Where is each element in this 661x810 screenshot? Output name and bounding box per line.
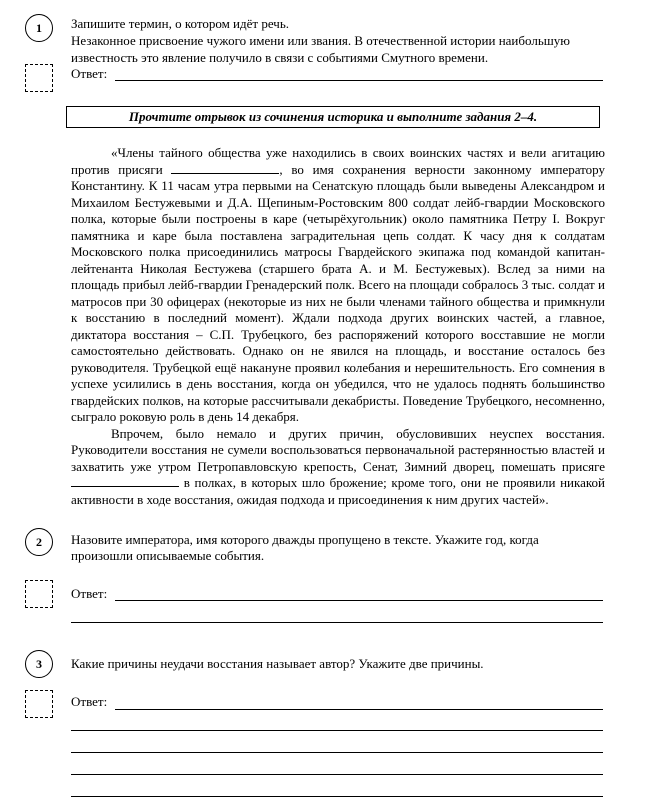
question-1-text-line2: Незаконное присвоение чужого имени или звания. В отечественной истории наибольшую [71,33,570,48]
question-1-number-text: 1 [36,20,42,35]
question-1-text-line1: Запишите термин, о котором идёт речь. [71,16,289,31]
passage-paragraph-1 [71,145,605,426]
question-1-number [25,14,53,42]
question-2-number [25,528,53,556]
question-3-text-line1: Какие причины неудачи восстания называет автор? Укажите две причины. [71,656,484,671]
question-3-answer-line-4[interactable] [71,774,603,775]
question-3-number [25,650,53,678]
passage-paragraph-1-start: «Члены тайного общества уже находились в своих воинских частях и вели агитацию против присяги [71,145,605,177]
passage-blank-2 [71,475,179,487]
passage-paragraph-2-end: в полках, в которых шло брожение; кроме того, они не проявили никакой активности в ходе восстания, ожидая подхода и присоединения к ним других частей». [71,475,606,507]
question-3-answer-line-2[interactable] [71,730,603,731]
question-1-answer-label: Ответ: [71,66,108,81]
passage-instruction-text: Прочтите отрывок из сочинения историка и выполните задания 2–4. [128,108,538,124]
question-1-text-line3: известность это явление получило в связи с событиями Смутного времени. [71,50,489,65]
question-1-answer-line[interactable] [115,80,603,81]
question-2-text-line2: произошли описываемые события. [71,548,265,563]
question-3-answer-line-5[interactable] [71,796,603,797]
question-3-answer-label: Ответ: [71,694,108,709]
question-2-number-text: 2 [36,534,42,549]
passage-paragraph-2-start: Впрочем, было немало и других причин, обусловивших неуспех восстания. Руководители восстания не сумели воспользоваться первоначальной растерянностью властей и захватить уже утром Петропавловскую крепость, Сенат, Зимний дворец, помешать присяге [71,425,605,474]
question-2-text-line1: Назовите императора, имя которого дважды пропущено в тексте. Укажите год, когда [71,532,539,547]
question-1-answer-box[interactable] [25,64,53,92]
passage-paragraph-1-end: , во имя сохранения верности законному императору Константину. К 11 часам утра первыми на Сенатскую площадь были выведены Александром и Михаилом Бестужевыми и Д.А. Щепиным-Ростовским 800 солдат лейб-гвардии Московского полка, которые были построены в каре (четырёхугольник) около памятника Петру I. Вокруг памятника и каре была поставлена заградительная цепь солдат. К часу дня к солдатам Московского полка присоединились матросы Гвардейского экипажа под командой капитан-лейтенанта Николая Бестужева (старшего брата А. и М. Бестужевых). Вслед за ними на площадь прибыл лейб-гвардии Гренадерский полк. Всего на площади собралось 3 тыс. солдат и матросов при 30 офицерах (некоторые из них не были членами тайного общества и примкнули к восстанию в последний момент). Ждали подхода других воинских частей, а главное, диктатора восстания – С.П. Трубецкого, без распоряжений которого восставшие не могли самостоятельно действовать. Однако он не явился на площадь, и восстание осталось без руководителя. Трубецкой ещё накануне проявил колебания и нерешительность. Его сомнения в успехе усилились в день восстания, когда он убедился, что не удалось поднять большинство гвардейских полков, на которые рассчитывали декабристы. Поведение Трубецкого, несомненно, сыграло роковую роль в день 14 декабря. [71,161,606,424]
question-3-answer-line-3[interactable] [71,752,603,753]
passage-paragraph-2 [71,426,605,509]
question-2-answer-line-2[interactable] [71,622,603,623]
historian-passage [71,145,605,508]
question-2-answer-box[interactable] [25,580,53,608]
passage-blank-1 [171,162,279,174]
passage-instruction [66,106,600,128]
question-3-answer-box[interactable] [25,690,53,718]
question-2-answer-label: Ответ: [71,586,108,601]
question-3-number-text: 3 [36,656,42,671]
question-2-answer-line-1[interactable] [115,600,603,601]
question-3-answer-line-1[interactable] [115,709,603,710]
